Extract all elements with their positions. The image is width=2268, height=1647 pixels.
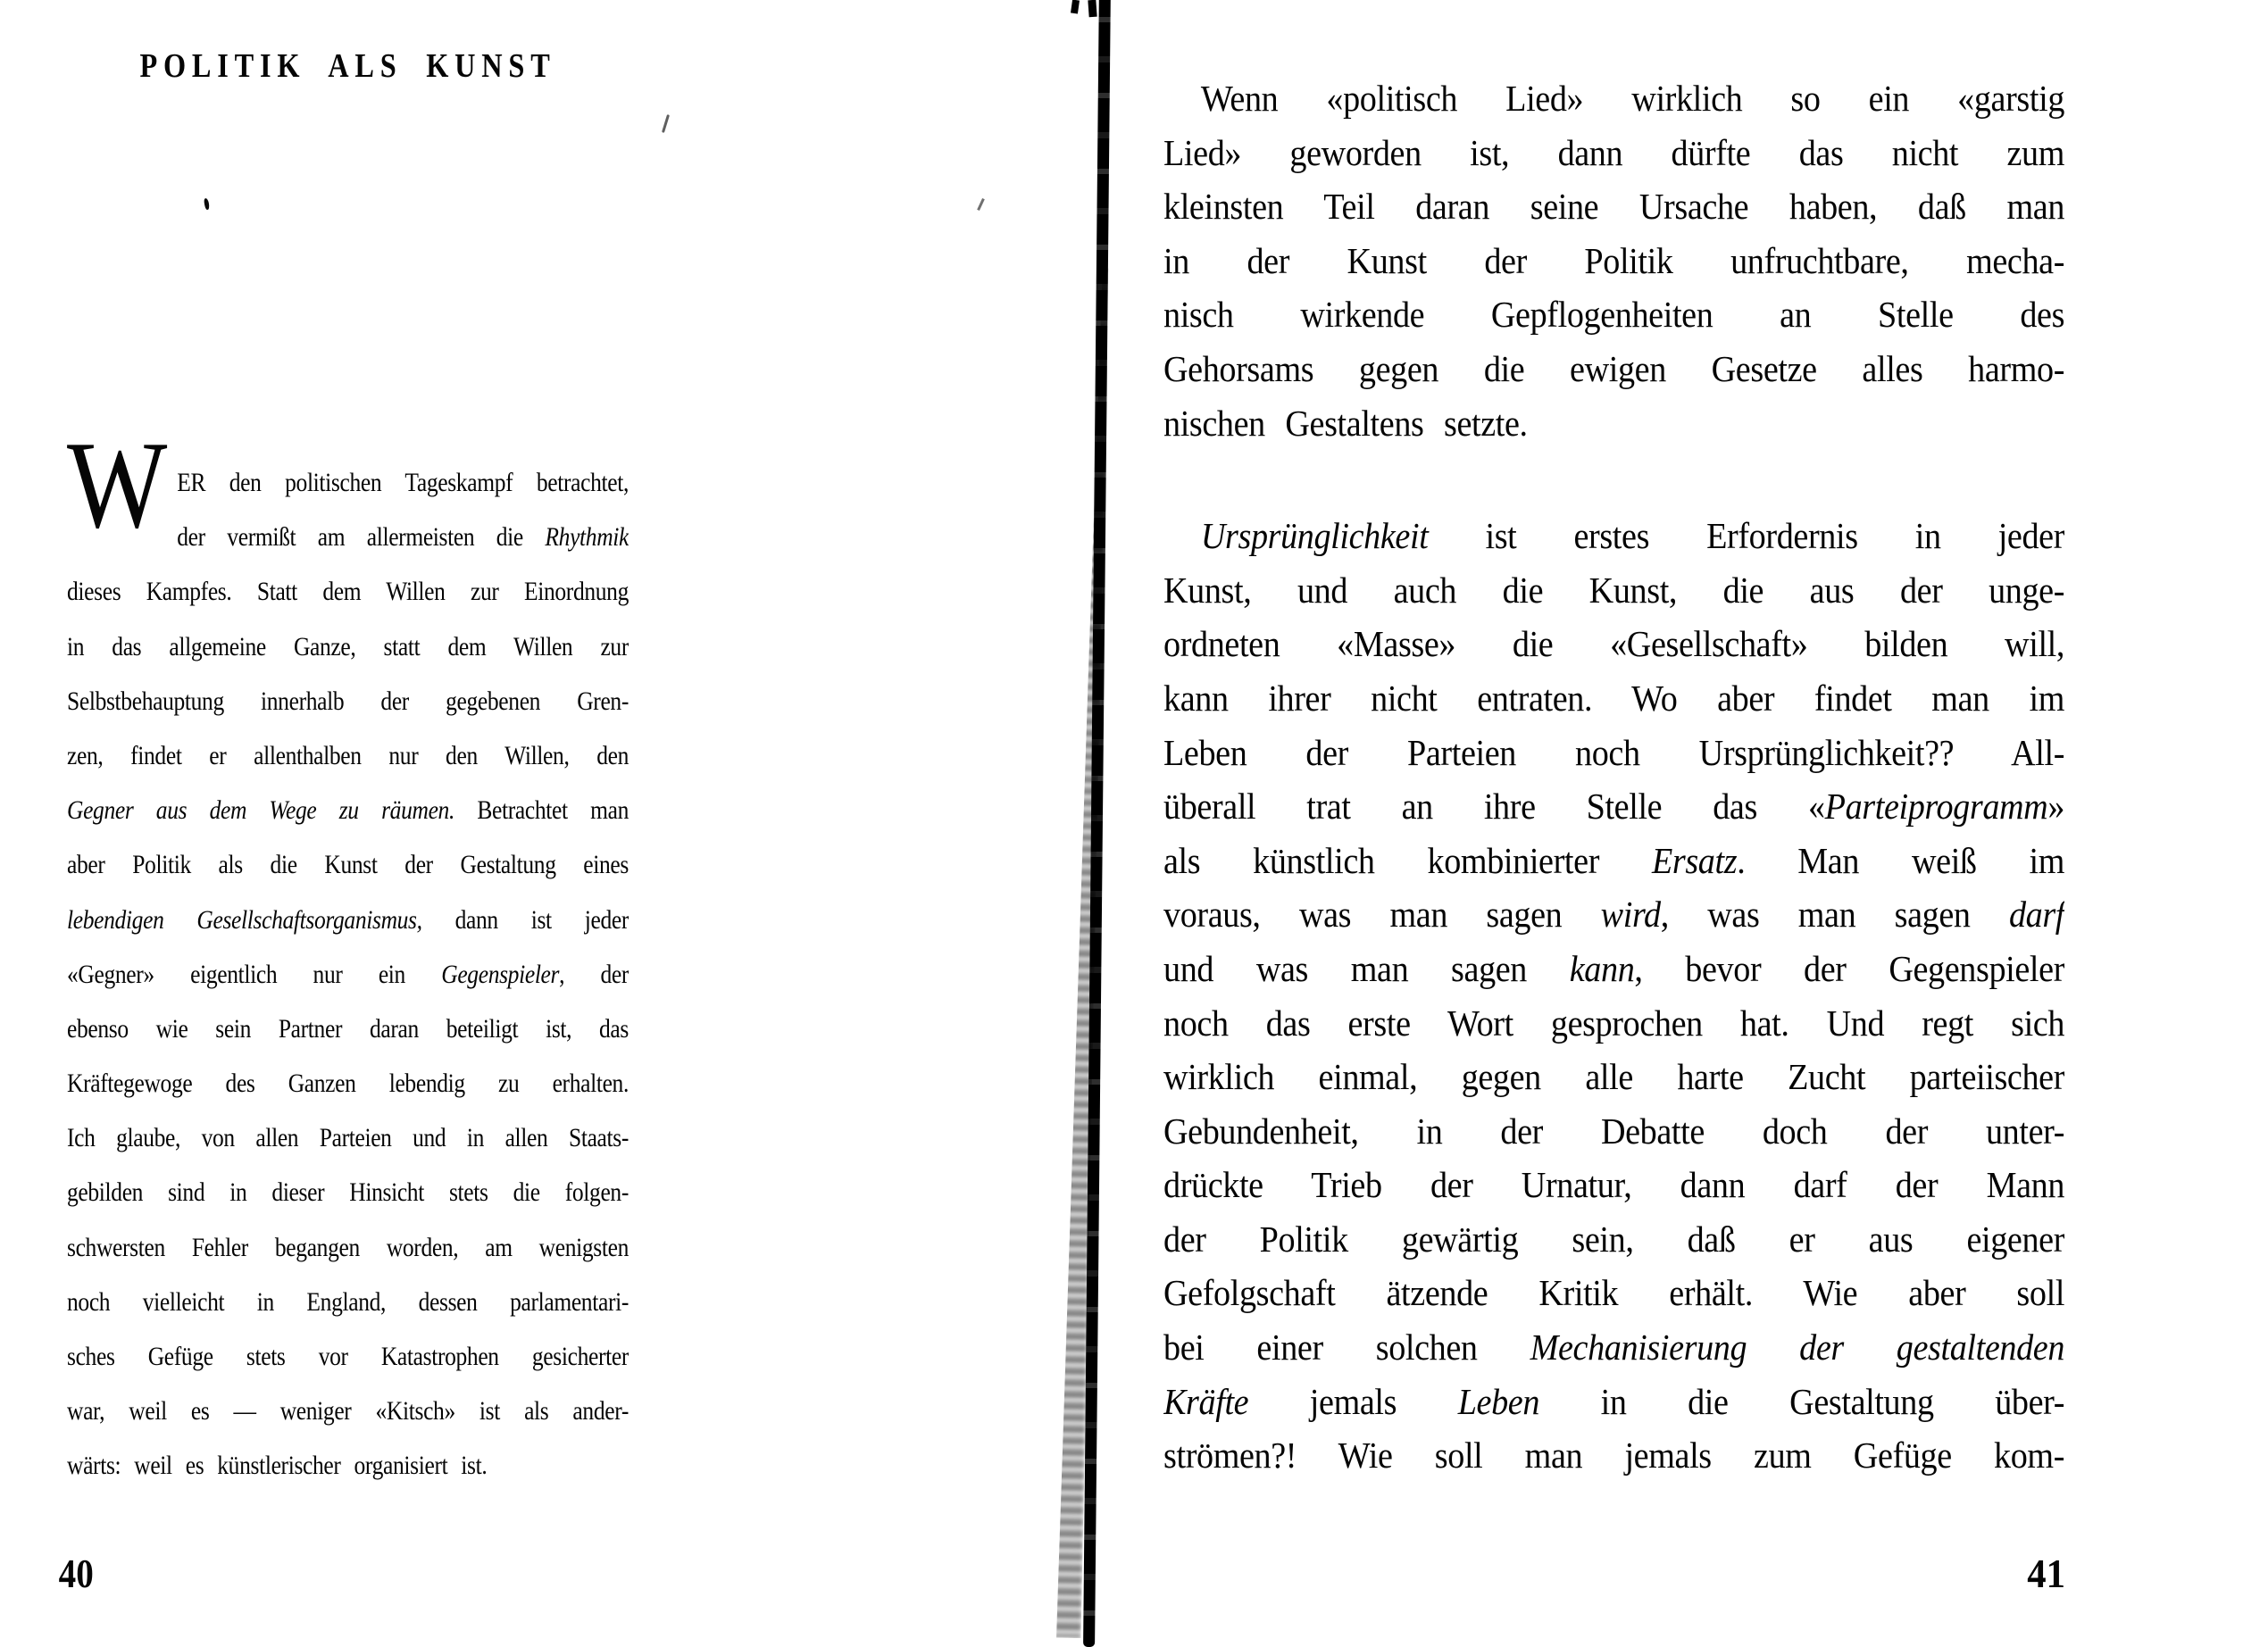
body-text-segment: Gefolgschaft ätzende Kritik erhält. Wie aber soll [1163, 1272, 2065, 1314]
text-line [1163, 942, 2064, 996]
text-line [1163, 1320, 2064, 1375]
chapter-title: POLITIK ALS KUNST [139, 47, 556, 85]
text-line [67, 620, 629, 674]
text-line [1163, 126, 2064, 180]
text-line [67, 728, 629, 783]
body-text-segment: in der Kunst der Politik unfruchtbare, mecha- [1163, 239, 2065, 281]
body-text-segment: strömen?! Wie soll man jemals zum Gefüge kom- [1163, 1435, 2065, 1476]
text-line [67, 1165, 629, 1219]
text-line [1163, 779, 2064, 834]
text-line [1163, 1428, 2064, 1483]
scan-artifact-top-mark [1088, 0, 1096, 17]
body-text-segment: nischen Gestaltens setzte. [1163, 402, 1528, 444]
body-text-segment: dieses Kampfes. Statt dem Willen zur Einordnung [67, 577, 629, 607]
text-line [1163, 71, 2064, 126]
text-line [1163, 563, 2064, 618]
body-text-segment: aber Politik als die Kunst der Gestaltung eines [67, 850, 629, 880]
text-line [67, 1110, 629, 1165]
body-text-segment: Gebundenheit, in der Debatte doch der unter- [1163, 1110, 2065, 1152]
body-text-segment: drückte Trieb der Urnatur, dann darf der Mann [1163, 1164, 2065, 1206]
text-line [1163, 1212, 2064, 1267]
body-text-segment: jemals [1248, 1380, 1458, 1422]
emphasized-text: kann [1569, 947, 1635, 989]
body-text-segment: noch das erste Wort gesprochen hat. Und regt sich [1163, 1002, 2065, 1044]
text-line [67, 1220, 629, 1275]
body-text-segment: in das allgemeine Ganze, statt dem Willen zur [67, 631, 629, 661]
body-text-segment: noch vielleicht in England, dessen parlamentari- [67, 1286, 629, 1317]
scan-artifact-speck [662, 114, 670, 133]
emphasized-text: Mechanisierung der gestaltenden [1530, 1327, 2065, 1368]
text-line [1163, 396, 2064, 451]
text-line [177, 455, 629, 510]
body-text-segment: überall trat an ihre Stelle das « [1163, 786, 1825, 828]
text-line [1163, 617, 2064, 671]
text-line [67, 674, 629, 728]
text-line [67, 947, 629, 1002]
body-text-segment: nisch wirkende Gepflogenheiten an Stelle des [1163, 294, 2065, 336]
body-text-segment: Gehorsams gegen die ewigen Gesetze alles harmo- [1163, 347, 2065, 389]
body-text-segment: zen, findet er allenthalben nur den Willen, den [67, 740, 629, 770]
text-line [1163, 287, 2064, 342]
text-line [67, 783, 629, 837]
body-text-segment: , der [559, 959, 629, 989]
emphasized-text: darf [2008, 894, 2065, 936]
text-line [67, 1329, 629, 1384]
body-text-segment: Kräftegewoge des Ganzen lebendig zu erhalten. [67, 1069, 629, 1099]
body-text-segment: » [2047, 786, 2065, 828]
paragraph [67, 455, 629, 1493]
body-text-segment: wärts: weil es künstlerischer organisiert ist. [67, 1451, 488, 1481]
body-text-segment: Selbstbehauptung innerhalb der gegebenen Gren- [67, 686, 629, 716]
left-page-text [67, 455, 629, 1493]
body-text-segment: voraus, was man sagen [1163, 894, 1601, 936]
text-line [1163, 342, 2064, 396]
left-page-number: 40 [58, 1551, 94, 1596]
body-text-segment: gebilden sind in dieser Hinsicht stets die folgen- [67, 1177, 629, 1208]
text-line [67, 837, 629, 892]
drop-cap-letter: W [67, 416, 168, 554]
emphasized-text: Parteiprogramm [1824, 786, 2048, 828]
text-line [1163, 1158, 2064, 1212]
body-text-segment: , bevor der Gegenspieler [1634, 947, 2065, 989]
body-text-segment: der vermißt am allermeisten die [177, 522, 546, 553]
text-line [1163, 834, 2064, 888]
body-text-segment: «Gegner» eigentlich nur ein [67, 959, 442, 989]
emphasized-text: Gegner aus dem Wege zu räumen. [67, 795, 454, 826]
body-text-segment: wirklich einmal, gegen alle harte Zucht parteiischer [1163, 1056, 2065, 1098]
right-page [1163, 0, 2064, 1625]
text-line [1163, 234, 2064, 288]
text-line [1163, 671, 2064, 726]
left-page [58, 0, 629, 1625]
emphasized-text: Ersatz [1651, 839, 1738, 881]
emphasized-text: Rhythmik [545, 522, 629, 553]
text-line [1163, 179, 2064, 234]
body-text-segment: kann ihrer nicht entraten. Wo aber findet man im [1163, 677, 2065, 719]
emphasized-text: lebendigen Gesellschaftsorganismus, [67, 904, 422, 935]
body-text-segment: Ich glaube, von allen Parteien und in allen Staats- [67, 1123, 629, 1153]
body-text-segment: als künstlich kombinierter [1163, 839, 1652, 881]
body-text-segment: ER den politischen Tageskampf betrachtet, [177, 468, 629, 497]
text-line [1163, 509, 2064, 563]
body-text-segment: Kunst, und auch die Kunst, die aus der unge- [1163, 569, 2065, 611]
paragraph [1163, 509, 2064, 1483]
text-line [1163, 996, 2064, 1051]
text-line [1163, 1375, 2064, 1429]
body-text-segment: kleinsten Teil daran seine Ursache haben, daß man [1163, 186, 2065, 228]
text-line [67, 564, 629, 619]
text-line [67, 893, 629, 947]
body-text-segment: ist erstes Erfordernis in jeder [1428, 515, 2065, 557]
body-text-segment: schwersten Fehler begangen worden, am wenigsten [67, 1232, 629, 1262]
emphasized-text: Ursprünglichkeit [1200, 515, 1429, 557]
text-line [1163, 1266, 2064, 1320]
body-text-segment: ordneten «Masse» die «Gesellschaft» bilden will, [1163, 623, 2065, 665]
emphasized-text: wird [1600, 894, 1661, 936]
body-text-segment: in die Gestaltung über- [1539, 1380, 2065, 1422]
text-line [1163, 1050, 2064, 1104]
body-text-segment: Leben der Parteien noch Ursprünglichkeit?? All- [1163, 731, 2065, 773]
text-line [67, 1056, 629, 1110]
text-line [1163, 726, 2064, 780]
right-page-text [1163, 71, 2064, 1483]
body-text-segment: der Politik gewärtig sein, daß er aus eigener [1163, 1218, 2065, 1260]
body-text-segment: . Man weiß im [1737, 839, 2065, 881]
emphasized-text: Gegenspieler [441, 959, 560, 989]
body-text-segment: und was man sagen [1163, 947, 1570, 989]
paragraph [1163, 71, 2064, 450]
text-line [67, 1275, 629, 1329]
emphasized-text: Leben [1457, 1380, 1540, 1422]
body-text-segment: Lied» geworden ist, dann dürfte das nicht zum [1163, 131, 2065, 173]
text-line [177, 510, 629, 564]
body-text-segment: bei einer solchen [1163, 1327, 1530, 1368]
body-text-segment: Betrachtet man [454, 795, 629, 826]
body-text-segment: dann ist jeder [421, 904, 629, 935]
body-text-segment: war, weil es — weniger «Kitsch» ist als ander- [67, 1396, 629, 1427]
body-text-segment: , was man sagen [1660, 894, 2009, 936]
text-line [67, 1438, 629, 1493]
text-line [1163, 887, 2064, 942]
right-page-number: 41 [2027, 1551, 2065, 1596]
text-line [67, 1384, 629, 1438]
text-line [67, 1002, 629, 1056]
text-line [1163, 1104, 2064, 1159]
body-text-segment: ebenso wie sein Partner daran beteiligt ist, das [67, 1013, 629, 1044]
body-text-segment: Wenn «politisch Lied» wirklich so ein «garstig [1200, 78, 2065, 119]
body-text-segment: sches Gefüge stets vor Katastrophen gesicherter [67, 1342, 629, 1371]
scan-artifact-speck [977, 198, 985, 211]
emphasized-text: Kräfte [1163, 1380, 1249, 1422]
scan-artifact-top-mark [1071, 0, 1080, 13]
